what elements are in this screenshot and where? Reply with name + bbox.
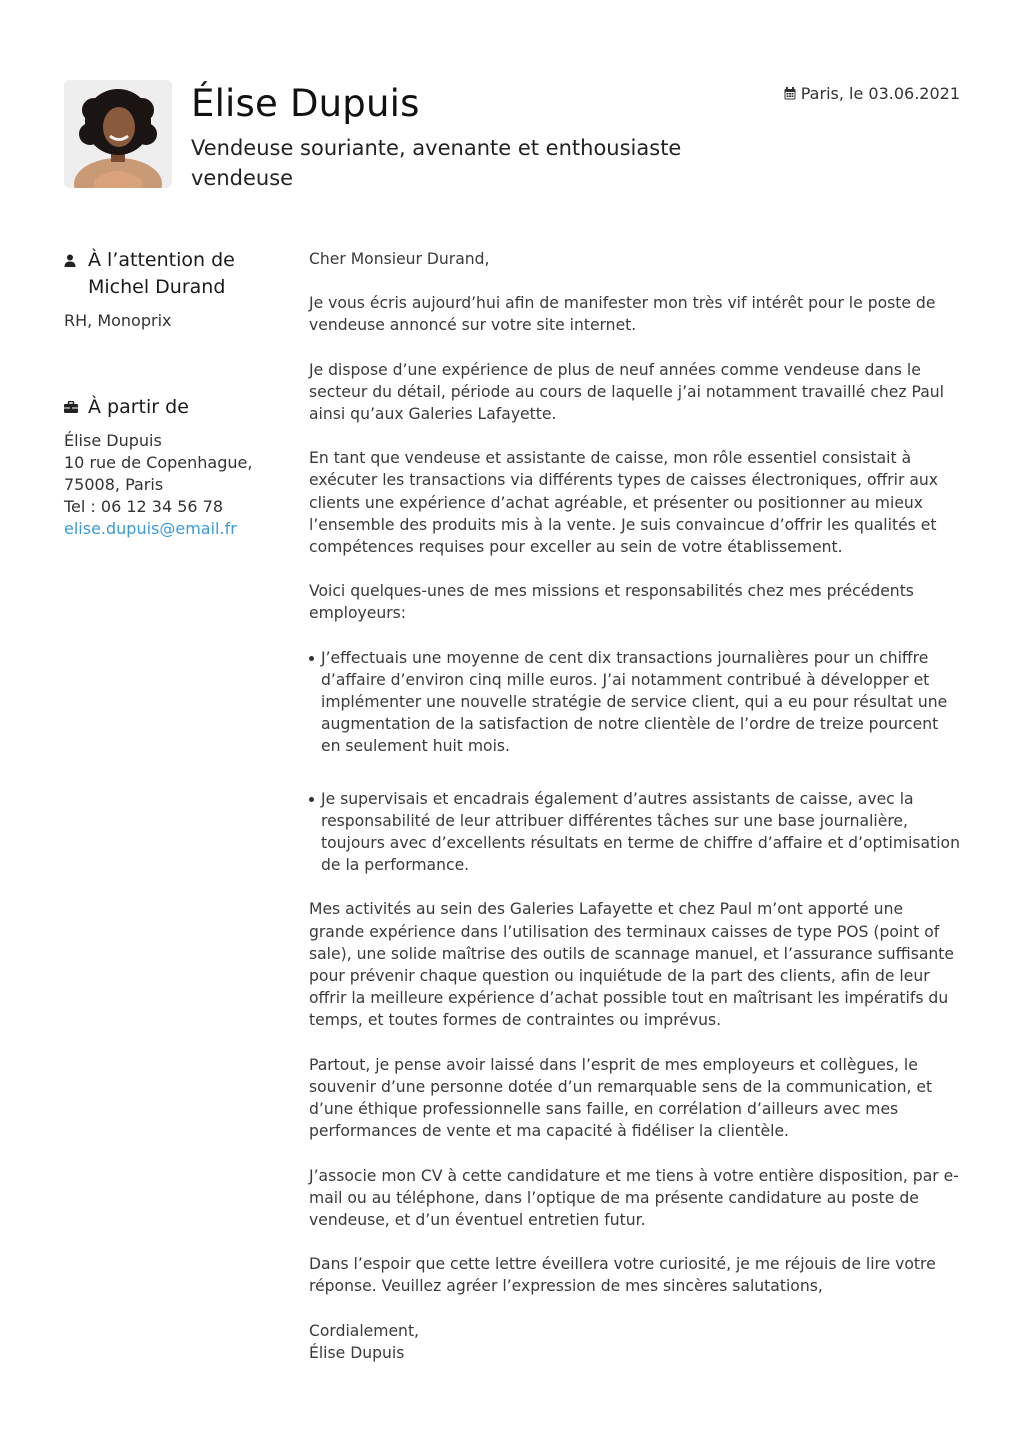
paragraph: J’associe mon CV à cette candidature et me tiens à votre entière disposition, par e-mail ou au téléphone, dans l’optique de ma présente candidature au poste de vendeuse, et d’un éventuel entretien futur. [309, 1166, 959, 1229]
sender-email-link[interactable]: elise.dupuis@email.fr [64, 519, 237, 538]
briefcase-icon [64, 401, 78, 413]
list-item-text: Je supervisais et encadrais également d’autres assistants de caisse, avec la responsabilité de leur attribuer différentes tâches sur une base journalière, toujours avec d’excellents résultats en terme de chiffre d’affaire et d’optimisation de la performance. [321, 789, 960, 875]
list-item [309, 788, 961, 877]
portrait-image [64, 80, 172, 188]
applicant-name: Élise Dupuis [191, 82, 420, 125]
letter-body [309, 248, 961, 1364]
recipient-heading-text: À l’attention de Michel Durand [88, 249, 235, 298]
sender-address-line2: 75008, Paris [64, 475, 164, 494]
closing-block [309, 1320, 961, 1364]
list-item-text: J’effectuais une moyenne de cent dix transactions journalières pour un chiffre d’affaire d’environ cinq mille euros. J’ai notamment contribué à développer et implémenter une nouvelle stratégie de service client, qui a eu pour résultat une augmentation de la satisfaction de notre clientèle de l’ordre de treize pourcent en seulement huit mois. [321, 648, 948, 756]
sender-address-line1: 10 rue de Copenhague, [64, 453, 253, 472]
paragraph: En tant que vendeuse et assistante de caisse, mon rôle essentiel consistait à exécuter les transactions via différents types de caisses électroniques, offrir aux clients une expérience d’achat agréable, et présenter ou positionner au mieux l’ensemble des produits mis à la vente. Je suis convaincue d’offrir les qualités et compétences requises pour exceller au sein de votre établissement. [309, 449, 939, 557]
paragraph: Mes activités au sein des Galeries Lafayette et chez Paul m’ont apporté une grande expérience dans l’utilisation des terminaux caisses de type POS (point of sale), une solide maîtrise des outils de scannage manuel, et l’assurance suffisante pour prévenir chaque question ou inquiétude de la part des clients, afin de leur offrir la meilleure expérience d’achat possible tout en maîtrisant les impératifs du temps, et toutes formes de contraintes ou imprévus. [309, 900, 954, 1030]
paragraph: Voici quelques-unes de mes missions et responsabilités chez mes précédents employeurs: [309, 582, 914, 623]
paragraph: Je vous écris aujourd’hui afin de manifester mon très vif intérêt pour le poste de vendeuse annoncé sur votre site internet. [309, 294, 936, 335]
bullet-icon [309, 797, 314, 802]
profile-photo [64, 80, 172, 188]
sender-heading [64, 394, 279, 421]
recipient-heading [64, 247, 279, 300]
bullet-icon [309, 656, 314, 661]
job-subtitle: Vendeuse souriante, avenante et enthousiaste vendeuse [191, 136, 682, 190]
recipient-block [64, 247, 279, 332]
salutation: Cher Monsieur Durand, [309, 250, 490, 268]
sender-name: Élise Dupuis [64, 431, 162, 450]
paragraph: Je dispose d’une expérience de plus de neuf années comme vendeuse dans le secteur du détail, période au cours de laquelle j’ai notamment travaillé chez Paul ainsi qu’aux Galeries Lafayette. [309, 360, 945, 424]
date-line [784, 84, 960, 103]
sidebar [64, 247, 279, 540]
calendar-icon [784, 87, 796, 100]
recipient-detail: RH, Monoprix [64, 310, 172, 330]
sender-heading-text: À partir de [88, 395, 189, 418]
user-icon [64, 254, 76, 267]
letter-header [64, 80, 960, 200]
signature: Élise Dupuis [309, 1343, 405, 1362]
closing: Cordialement, [309, 1321, 420, 1340]
responsibilities-list [309, 647, 961, 877]
paragraph: Partout, je pense avoir laissé dans l’esprit de mes employeurs et collègues, le souvenir d’une personne dotée d’un remarquable sens de la communication, et d’une éthique professionnelle sans faille, en corrélation d’ailleurs avec mes performances de vente et ma capacité à fidéliser la clientèle. [309, 1055, 933, 1141]
date-text: Paris, le 03.06.2021 [800, 84, 960, 103]
sender-phone: Tel : 06 12 34 56 78 [64, 497, 224, 516]
list-item [309, 647, 961, 758]
sender-block [64, 394, 279, 541]
paragraph: Dans l’espoir que cette lettre éveillera votre curiosité, je me réjouis de lire votre réponse. Veuillez agréer l’expression de mes sincères salutations, [309, 1255, 936, 1296]
